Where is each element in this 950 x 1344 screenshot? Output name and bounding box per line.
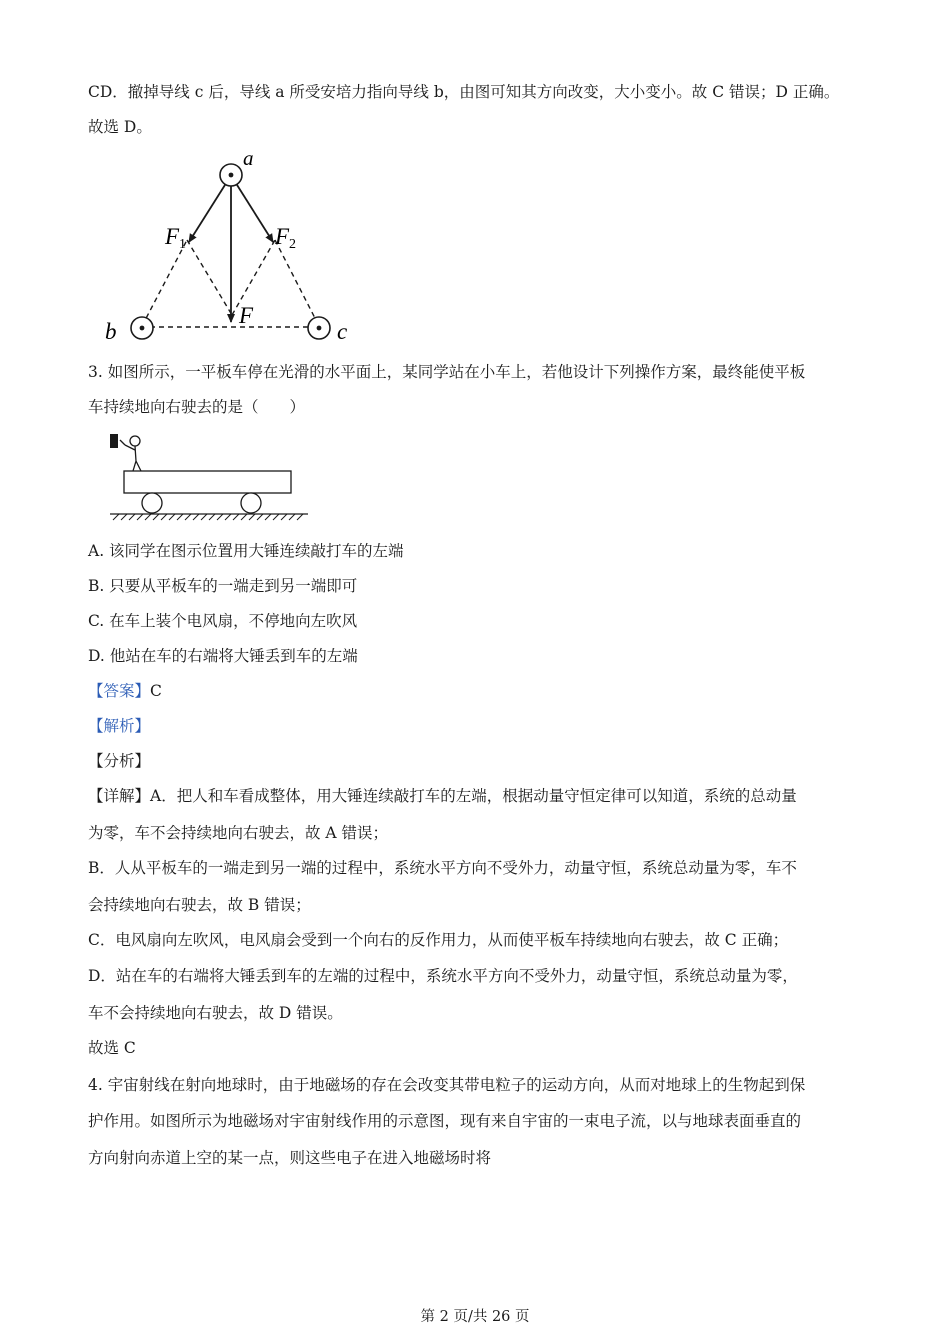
dashed-b-F1 — [142, 240, 187, 326]
cart-figure — [105, 428, 315, 524]
label-F1: F — [165, 224, 180, 249]
force-diagram — [95, 140, 375, 350]
q3-choose-line: 故选 C — [88, 1039, 136, 1057]
q3-option-a: A. 该同学在图示位置用大锤连续敲打车的左端 — [88, 542, 404, 560]
label-a: a — [243, 146, 254, 170]
cart-platform — [124, 471, 291, 493]
solution-cd-line: CD．撤掉导线 c 后，导线 a 所受安培力指向导线 b，由图可知其方向改变，大小变小。故 C 错误；D 正确。 — [88, 83, 840, 101]
label-c: c — [337, 319, 348, 344]
arrow-F1 — [189, 177, 230, 242]
label-F: F — [239, 303, 254, 328]
q3-detail-line-2: 为零，车不会持续地向右驶去，故 A 错误； — [88, 824, 389, 842]
page-footer: 第 2 页/共 26 页 — [420, 1309, 530, 1325]
q3-option-b: B. 只要从平板车的一端走到另一端即可 — [88, 577, 358, 595]
q3-detail-line-4: 会持续地向右驶去，故 B 错误； — [88, 896, 311, 914]
solution-choose-line: 故选 D。 — [88, 118, 152, 136]
label-F2-sub: 2 — [289, 237, 296, 252]
q4-stem-line-3: 方向射向赤道上空的某一点，则这些电子在进入地磁场时将 — [88, 1149, 492, 1167]
q3-detail-line-1: 【详解】A．把人和车看成整体，用大锤连续敲打车的左端，根据动量守恒定律可以知道，系统的总动量 — [88, 787, 797, 805]
q3-option-c: C. 在车上装个电风扇，不停地向左吹风 — [88, 612, 358, 630]
q3-stem-line-2: 车持续地向右驶去的是（ ） — [88, 398, 306, 416]
dashed-F2-c — [275, 240, 319, 326]
q4-stem-line-1: 4. 宇宙射线在射向地球时，由于地磁场的存在会改变其带电粒子的运动方向，从而对地球上的生物起到保 — [88, 1076, 806, 1094]
q3-detail-line-3: B．人从平板车的一端走到另一端的过程中，系统水平方向不受外力，动量守恒，系统总动量为零，车不 — [88, 859, 797, 877]
label-F1-sub: 1 — [179, 237, 186, 252]
arrow-F2 — [232, 177, 273, 242]
answer-tag: 【答案】 — [88, 682, 151, 700]
person-head-icon — [130, 436, 140, 446]
q3-option-d: D. 他站在车的右端将大锤丢到车的左端 — [88, 647, 358, 665]
cart-wheel-left — [142, 493, 162, 513]
dashed-F1-F — [187, 240, 232, 315]
label-F2: F — [275, 224, 290, 249]
hammer-icon — [110, 434, 118, 448]
q3-detail-line-7: 车不会持续地向右驶去，故 D 错误。 — [88, 1004, 343, 1022]
label-b: b — [105, 319, 117, 344]
q3-answer-line — [88, 681, 162, 701]
q3-stem-line-1: 3. 如图所示，一平板车停在光滑的水平面上，某同学站在小车上，若他设计下列操作方案，最终能使平板 — [88, 363, 806, 381]
q3-fenxi-tag: 【分析】 — [88, 752, 151, 770]
answer-value: C — [150, 682, 162, 700]
q4-stem-line-2: 护作用。如图所示为地磁场对宇宙射线作用的示意图，现有来自宇宙的一束电子流，以与地球表面垂直的 — [88, 1112, 802, 1130]
q3-analysis-tag: 【解析】 — [88, 717, 151, 735]
q3-detail-line-5: C．电风扇向左吹风，电风扇会受到一个向右的反作用力，从而使平板车持续地向右驶去，故 C 正确； — [88, 931, 789, 949]
cart-wheel-right — [241, 493, 261, 513]
q3-detail-line-6: D．站在车的右端将大锤丢到车的左端的过程中，系统水平方向不受外力，动量守恒，系统总动量为零， — [88, 967, 798, 985]
